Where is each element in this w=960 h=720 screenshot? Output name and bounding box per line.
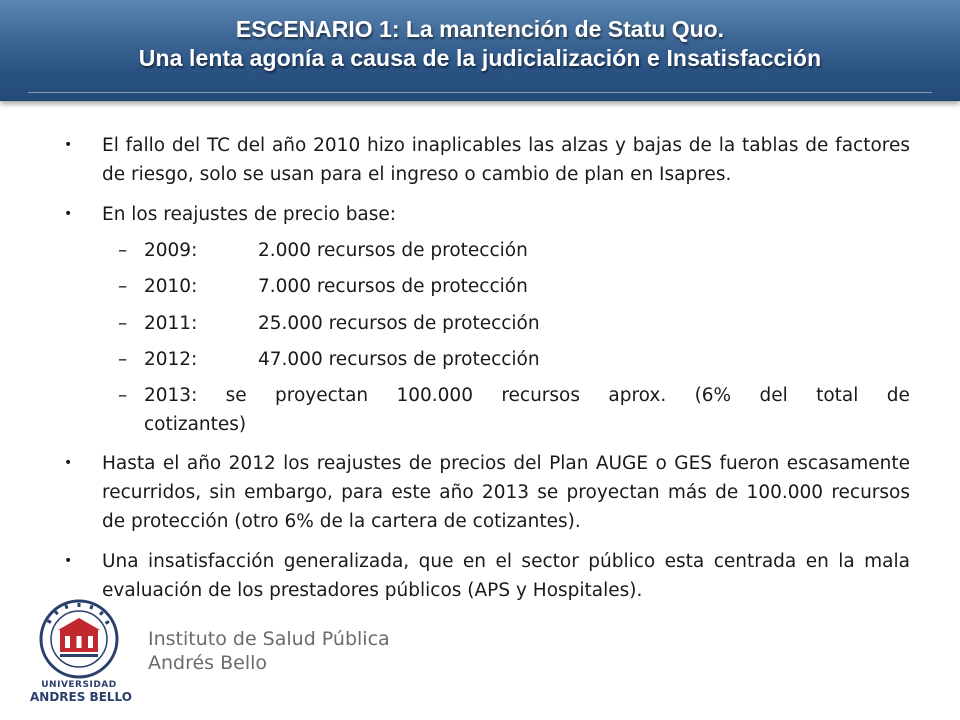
sub-item-word: de bbox=[886, 385, 910, 406]
sub-item-year: 2010: bbox=[144, 276, 198, 297]
sub-item-text: 25.000 recursos de protección bbox=[258, 313, 540, 334]
bullet-text-base-price: En los reajustes de precio base: bbox=[102, 204, 397, 225]
bullet-text-dissatisfaction: Una insatisfacción generalizada, que en el sector público esta centrada en la mala evaluación de los prestadores públicos (APS y Hospitales). bbox=[102, 551, 910, 601]
sub-item-word: 100.000 bbox=[396, 385, 473, 406]
sub-item-marker: – bbox=[118, 385, 128, 406]
sub-item-text: 47.000 recursos de protección bbox=[258, 349, 540, 370]
university-seal-icon bbox=[30, 598, 128, 680]
institute-name-line-2: Andrés Bello bbox=[148, 652, 268, 674]
bullet-marker: • bbox=[64, 455, 73, 471]
sub-item-word: recursos bbox=[501, 385, 581, 406]
sub-item-continuation: cotizantes) bbox=[144, 414, 247, 435]
sub-item-word: del bbox=[759, 385, 788, 406]
bullet-marker: • bbox=[64, 206, 73, 222]
sub-item-marker: – bbox=[118, 240, 128, 261]
sub-item-year: 2009: bbox=[144, 240, 198, 261]
sub-item-year: 2013: bbox=[144, 385, 198, 406]
slide-title-line-2: Una lenta agonía a causa de la judicialización e Insatisfacción bbox=[138, 45, 822, 71]
sub-item-word: total bbox=[816, 385, 859, 406]
bullet-marker: • bbox=[64, 553, 73, 569]
bullet-text-auge-ges: Hasta el año 2012 los reajustes de precios del Plan AUGE o GES fueron escasamente recurridos, sin embargo, para este año 2013 se proyectan más de 100.000 recursos de protección (otro 6% de la cartera de cotizantes). bbox=[102, 453, 910, 532]
sub-item-word: proyectan bbox=[275, 385, 369, 406]
sub-item-marker: – bbox=[118, 313, 128, 334]
university-label: UNIVERSIDAD bbox=[41, 680, 117, 690]
sub-item-text: 7.000 recursos de protección bbox=[258, 276, 528, 297]
bullet-marker: • bbox=[64, 137, 73, 153]
sub-item-year: 2011: bbox=[144, 313, 198, 334]
sub-item-marker: – bbox=[118, 349, 128, 370]
sub-item-2013 bbox=[144, 381, 910, 439]
sub-item-2013-line bbox=[144, 381, 910, 410]
sub-item-word: aprox. bbox=[608, 385, 667, 406]
sub-item-year: 2012: bbox=[144, 349, 198, 370]
sub-item-marker: – bbox=[118, 276, 128, 297]
bullet-text-tc-ruling: El fallo del TC del año 2010 hizo inaplicables las alzas y bajas de la tablas de factores de riesgo, solo se usan para el ingreso o cambio de plan en Isapres. bbox=[102, 135, 910, 185]
sub-item-word: se bbox=[225, 385, 247, 406]
institute-logo bbox=[30, 598, 390, 708]
slide-title-line-1: ESCENARIO 1: La mantención de Statu Quo. bbox=[235, 16, 725, 42]
sub-item-text: 2.000 recursos de protección bbox=[258, 240, 528, 261]
university-name: ANDRES BELLO bbox=[30, 690, 132, 704]
institute-name-line-1: Instituto de Salud Pública bbox=[148, 628, 390, 650]
sub-item-word: (6% bbox=[694, 385, 732, 406]
